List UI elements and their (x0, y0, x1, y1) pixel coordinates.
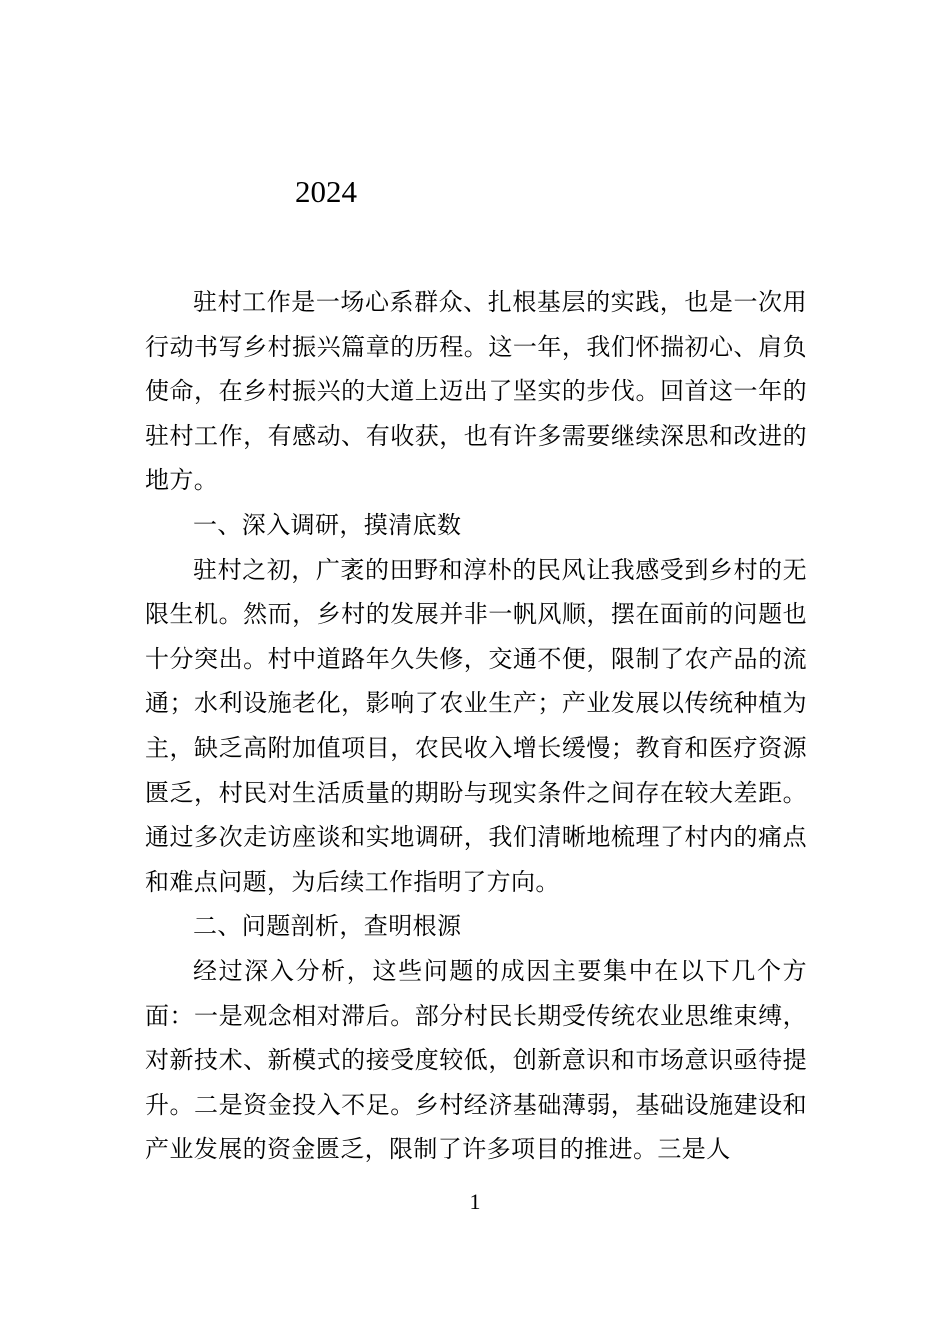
paragraph-research: 驻村之初，广袤的田野和淳朴的民风让我感受到乡村的无限生机。然而，乡村的发展并非一帆风顺，摆在面前的问题也十分突出。村中道路年久失修，交通不便，限制了农产品的流通；水利设施老化，影响了农业生产；产业发展以传统种植为主，缺乏高附加值项目，农民收入增长缓慢；教育和医疗资源匮乏，村民对生活质量的期盼与现实条件之间存在较大差距。通过多次走访座谈和实地调研，我们清晰地梳理了村内的痛点和难点问题，为后续工作指明了方向。 (145, 555, 807, 896)
page-number: 1 (469, 1189, 481, 1214)
section-heading-research: 一、深入调研，摸清底数 (193, 510, 462, 539)
page-title: 2024 (295, 174, 357, 209)
section-heading-analysis: 二、问题剖析，查明根源 (193, 912, 462, 941)
paragraph-analysis: 经过深入分析，这些问题的成因主要集中在以下几个方面：一是观念相对滞后。部分村民长期受传统农业思维束缚，对新技术、新模式的接受度较低，创新意识和市场意识亟待提升。二是资金投入不足。乡村经济基础薄弱，基础设施建设和产业发展的资金匮乏，限制了许多项目的推进。三是人 (145, 956, 807, 1164)
document-body (145, 280, 807, 1172)
paragraph-intro: 驻村工作是一场心系群众、扎根基层的实践，也是一次用行动书写乡村振兴篇章的历程。这一年，我们怀揣初心、肩负使命，在乡村振兴的大道上迈出了坚实的步伐。回首这一年的驻村工作，有感动、有收获，也有许多需要继续深思和改进的地方。 (145, 288, 807, 495)
